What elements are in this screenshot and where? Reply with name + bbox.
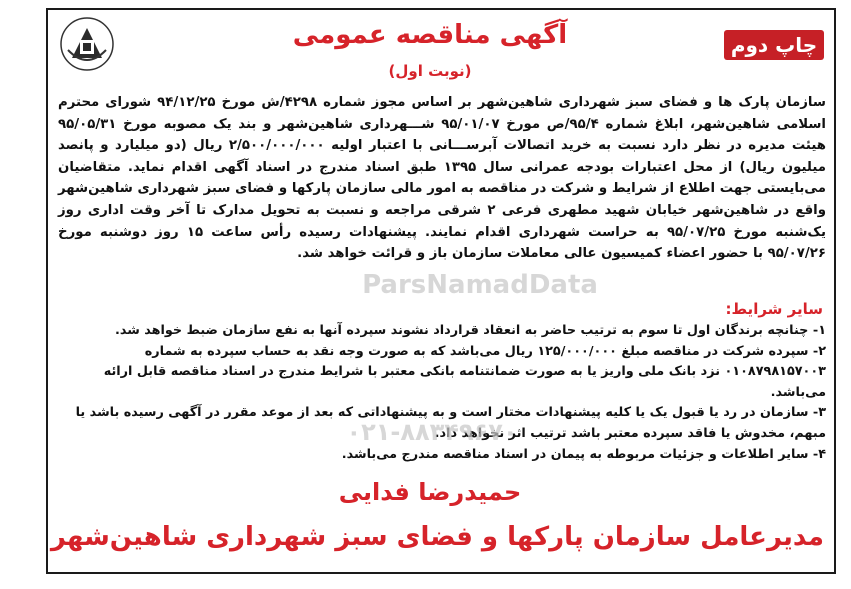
terms-item: ۳- سازمان در رد یا قبول یک یا کلیه پیشنهادات مختار است و به پیشنهاداتی که بعد از موعد مقرر در آگهی رسیده باشد یا مبهم، مخدوش یا فاقد سپرده معتبر باشد ترتیب اثر نخواهد داد.: [75, 405, 826, 441]
terms-item: ۴- سایر اطلاعات و جزئیات مربوطه به پیمان در اسناد مناقصه مندرج می‌باشد.: [341, 446, 826, 462]
notice-subtitle: (نوبت اول): [388, 62, 472, 80]
signer-title: مدیرعامل سازمان پارکها و فضای سبز شهرداری شاهین‌شهر: [50, 522, 824, 552]
notice-title: آگهی مناقصه عمومی: [292, 20, 568, 50]
watermark-phone: ۰۲۱-۸۸۳۴۹۶۷۰: [346, 418, 518, 446]
watermark-text: ParsNamadData: [362, 270, 598, 300]
terms-heading: سایر شرایط:: [725, 300, 823, 318]
signer-name: حمیدرضا فدایی: [338, 478, 522, 506]
terms-item: ۱- چنانچه برندگان اول تا سوم به ترتیب حاضر به انعقاد قرارداد نشوند سپرده آنها به نفع سازمان ضبط خواهد شد.: [114, 323, 826, 338]
terms-item: ۲- سپرده شرکت در مناقصه مبلغ ۱۲۵/۰۰۰/۰۰۰ ریال می‌باشد که به صورت وجه نقد به حساب سپرده به شماره ۰۱۰۸۷۹۸۱۵۷۰۰۳ نزد بانک ملی واریز یا به صورت ضمانتنامه بانکی معتبر با شرایط مندرج در اسناد مناقصه قابل ارائه می‌باشد.: [103, 343, 826, 400]
terms-list: [58, 321, 826, 465]
notice-body: سازمان پارک ها و فضای سبز شهرداری شاهین‌شهر بر اساس مجوز شماره ۴۲۹۸/ش مورخ ۹۴/۱۲/۲۵ شورای محترم اسلامی شاهین‌شهر، ابلاغ شماره ۹۵/۴/ص مورخ ۹۵/۰۱/۰۷ شـــهرداری شاهین‌شهر و بند یک مصوبه مورخ ۹۵/۰۵/۳۱ هیئت مدیره در نظر دارد نسبت به خرید اتصالات آبرســـانی با اعتبار اولیه ۲/۵۰۰/۰۰۰/۰۰۰ ریال (دو میلیارد و پانصد میلیون ریال) از محل اعتبارات بودجه عمرانی سال ۱۳۹۵ طبق اسناد مندرج در اسناد آگهی اقدام نماید. متقاضیان می‌بایستی جهت اطلاع از شرایط و شرکت در مناقصه به امور مالی سازمان پارکها و فضای سبز شهرداری شاهین‌شهر واقع در شاهین‌شهر خیابان شهید مطهری فرعی ۲ شرقی مراجعه و نسبت به تحویل مدارک تا آخر وقت اداری روز یک‌شنبه مورخ ۹۵/۰۷/۲۵ به حراست شهرداری اقدام نمایند. پیشنهادات رسیده رأس ساعت ۱۵ روز دوشنبه مورخ ۹۵/۰۷/۲۶ با حضور اعضاء کمیسیون عالی معاملات سازمان باز و قرائت خواهد شد.: [58, 95, 827, 262]
second-print-badge: چاپ دوم: [724, 30, 824, 60]
municipality-logo-icon: [58, 14, 116, 74]
